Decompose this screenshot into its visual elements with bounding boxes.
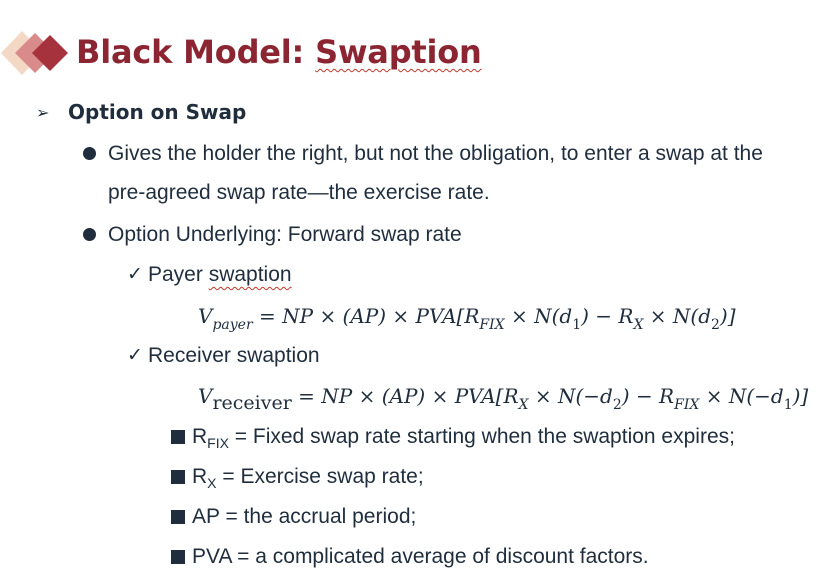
arrow-bullet-icon: ➢ bbox=[36, 103, 50, 122]
formula-sub: 2 bbox=[612, 397, 622, 413]
formula-v-sub: payer bbox=[212, 317, 253, 333]
formula-sub: X bbox=[518, 397, 529, 413]
definition-pva bbox=[192, 543, 649, 571]
definition-symbol: R bbox=[192, 465, 208, 488]
check-icon: ✓ bbox=[127, 263, 143, 285]
payer-label-prefix: Payer bbox=[148, 263, 209, 286]
bullet-dot-icon bbox=[83, 147, 96, 160]
definition-symbol: AP bbox=[192, 505, 220, 528]
check-icon: ✓ bbox=[127, 344, 143, 366]
receiver-formula bbox=[198, 382, 808, 419]
formula-sub: X bbox=[633, 317, 644, 333]
title-highlight: Swaption bbox=[315, 33, 482, 71]
formula-sub: FIX bbox=[674, 397, 700, 413]
definition-symbol: R bbox=[192, 425, 208, 448]
definition-symbol-sub: X bbox=[207, 475, 217, 491]
square-bullet-icon bbox=[171, 470, 185, 484]
formula-sub: 2 bbox=[711, 317, 720, 333]
definition-rfix bbox=[192, 423, 735, 457]
formula-part: × N(d bbox=[643, 304, 711, 328]
formula-v: V bbox=[198, 384, 213, 408]
formula-part: × N(−d bbox=[699, 384, 784, 408]
formula-part: = NP × (AP) × PVA[R bbox=[291, 384, 519, 408]
formula-part: × N(−d bbox=[528, 384, 613, 408]
square-bullet-icon bbox=[171, 430, 185, 444]
payer-label bbox=[148, 261, 292, 289]
formula-sub: FIX bbox=[479, 317, 505, 333]
formula-part: = NP × (AP) × PVA[R bbox=[252, 304, 480, 328]
formula-part: × N(d bbox=[504, 304, 573, 328]
definition-symbol: PVA bbox=[192, 545, 232, 568]
section-heading bbox=[36, 98, 246, 127]
bullet-dot-icon bbox=[83, 228, 96, 241]
formula-v-sub: receiver bbox=[212, 392, 292, 414]
formula-part: )] bbox=[719, 304, 736, 328]
definition-text: = Exercise swap rate; bbox=[216, 465, 424, 488]
square-bullet-icon bbox=[171, 550, 185, 564]
square-bullet-icon bbox=[171, 510, 185, 524]
bullet-1-line-2: pre-agreed swap rate—the exercise rate. bbox=[108, 181, 490, 204]
title-prefix: Black Model: bbox=[76, 33, 316, 71]
formula-sub: 1 bbox=[783, 397, 793, 413]
receiver-label: Receiver swaption bbox=[148, 344, 320, 367]
slide-title bbox=[76, 31, 482, 73]
definition-symbol-sub: FIX bbox=[207, 435, 229, 451]
definition-rx bbox=[192, 463, 424, 497]
definition-ap bbox=[192, 503, 416, 531]
formula-v: V bbox=[198, 304, 213, 328]
formula-sub: 1 bbox=[572, 317, 582, 333]
bullet-2-text: Option Underlying: Forward swap rate bbox=[108, 223, 462, 246]
definition-text: = the accrual period; bbox=[219, 505, 417, 528]
formula-part: )] bbox=[792, 384, 809, 408]
payer-label-highlight: swaption bbox=[208, 263, 292, 286]
formula-part: ) − R bbox=[621, 384, 675, 408]
formula-part: ) − R bbox=[581, 304, 634, 328]
definition-text: = Fixed swap rate starting when the swaption expires; bbox=[228, 425, 735, 448]
section-heading-text: Option on Swap bbox=[68, 100, 247, 124]
title-diamond-logo bbox=[0, 28, 74, 78]
bullet-1-line-1: Gives the holder the right, but not the obligation, to enter a swap at the bbox=[108, 142, 763, 165]
definition-text: = a complicated average of discount factors. bbox=[231, 545, 649, 568]
payer-formula bbox=[198, 302, 736, 339]
